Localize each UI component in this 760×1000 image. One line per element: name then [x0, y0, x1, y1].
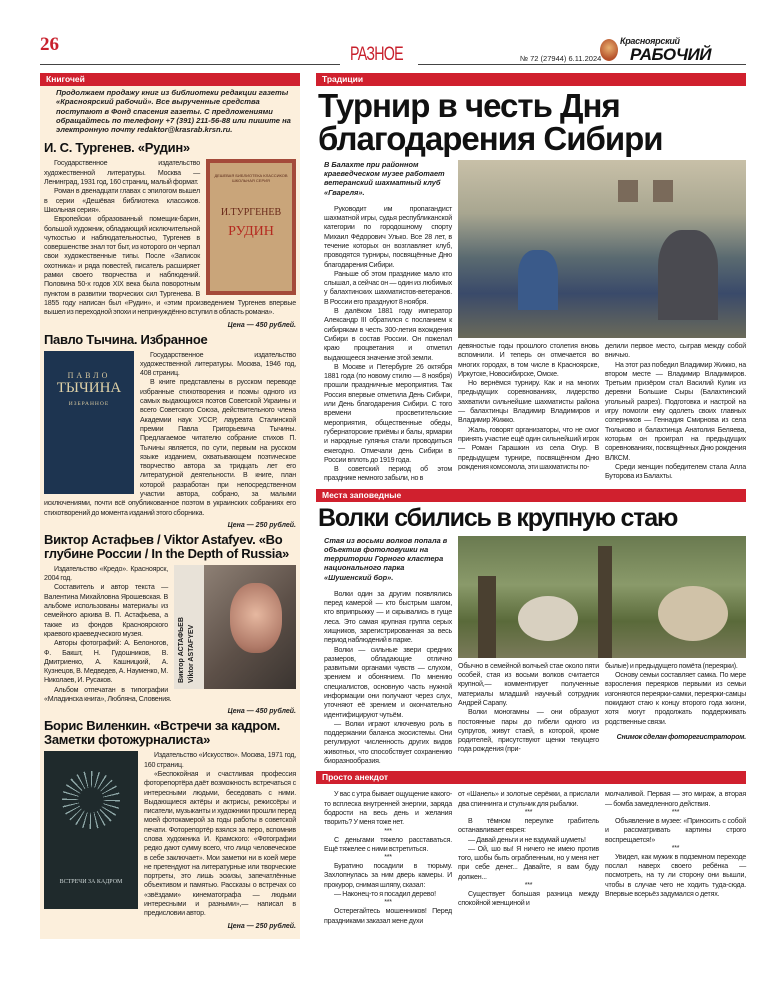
- book-listing: [44, 716, 296, 930]
- bookworm-column: [40, 73, 300, 939]
- cover-series: ПАВЛО: [67, 370, 111, 380]
- wolves-article: [316, 536, 746, 767]
- logo-line1: Красноярский: [620, 36, 680, 46]
- issue-info: № 72 (27944) 6.11.2024: [520, 54, 602, 63]
- joke: молчаливой. Первая — это мираж, а вторая — бомба замедленного действия.: [605, 790, 746, 808]
- section-bar-reserves: Места заповедные: [316, 489, 746, 502]
- rubric-title: РАЗНОЕ: [350, 44, 403, 65]
- cover-title: ИЗБРАННОЕ: [68, 400, 110, 407]
- cover-author: ТЫЧИНА: [56, 379, 122, 396]
- separator: ***: [384, 827, 392, 835]
- article-column: [605, 342, 746, 481]
- joke: В тёмном переулке грабитель останавливает еврея:: [458, 816, 599, 835]
- cover-title: РУДИН: [228, 224, 274, 240]
- paragraph: В Москве и Петербурге 26 октября 1881 года (по новому стилю — 8 ноября) прошли праздничные мероприятия. Так Россия впервые отметила День Сибири, или День благодарения Сибири. С того времени просветительские мероприятия, общественные обеды, губернаторские приёмы и балы, ярмарки и народные гулянья стали проводиться ежегодно. Отмечали день Сибири в России вплоть до 1919 года.: [324, 362, 452, 464]
- wolves-photo: [458, 536, 746, 658]
- paragraph: делили первое место, сыграв между собой вничью.: [605, 342, 746, 360]
- jokes-column: [605, 790, 746, 926]
- section-bar-bookworm: Книгочей: [40, 73, 300, 86]
- separator: ***: [671, 808, 680, 816]
- book-price: Цена — 450 рублей.: [227, 321, 296, 329]
- book-cover-turgenev: [206, 159, 296, 295]
- paragraph: Раньше об этом празднике мало кто слышал, а сейчас он — один из любимых у балахтинских шахматистов-ветеранов. В России его празднуют 8 ноября.: [324, 269, 452, 306]
- book-title: Борис Виленкин. «Встречи за кадром. Заметки фотожурналиста»: [44, 718, 280, 748]
- book-cover-astafyev: [174, 565, 296, 689]
- book-title: Павло Тычина. Избранное: [44, 331, 208, 347]
- joke: Остерегайтесь мошенников! Перед праздниками заказал жене духи: [324, 907, 452, 925]
- emblem-icon: [600, 39, 618, 61]
- paragraph: На этот раз победил Владимир Жижко, на втором месте — Владимир Владимиров. Третьим призёром стал Василий Кулик из деревни Большие Сыры (Балахтинский угольный разрез). Подготовка и настрой на игру помогли ему одолеть своих главных соперников — Геннадия Смирнова из села Тюльково и балахтинца Анатолия Беляева, которым он проиграл на предыдущих соревнованиях, посвящённых Дню рождения ВЛКСМ.: [605, 360, 746, 462]
- book-price: Цена — 450 рублей.: [227, 708, 296, 716]
- page-number: 26: [40, 34, 59, 55]
- jokes-section: [316, 784, 746, 926]
- joke: Объявление в музее: «Приносить с собой и рассматривать картины строго воспрещается!»: [605, 816, 746, 844]
- joke: Буратино посадили в тюрьму. Захлопнулась за ним дверь камеры. И прокурор, снимая шляпу, сказал:: [324, 862, 452, 889]
- book-listing: [44, 138, 296, 329]
- cover-title: ВСТРЕЧИ ЗА КАДРОМ: [59, 879, 123, 886]
- joke: Существует большая разница между спокойной женщиной и: [458, 890, 599, 908]
- article-column: [605, 662, 746, 755]
- photo-credit: Снимок сделан фоторегистратором.: [616, 733, 746, 741]
- paragraph: Роман в двенадцати главах с эпилогом вышел в серии «Дешёвая библиотека классиков. Школьная серия».: [44, 187, 200, 214]
- paragraph: Государственное издательство художественной литературы. Москва — Ленинград, 1931 год, 160 страниц, малый формат.: [44, 159, 200, 187]
- book-listing: [44, 330, 296, 530]
- right-column: [316, 73, 746, 926]
- joke: — Ой, шо вы! Я ничего не имею против того, шобы быть ограбленным, но у меня нет при себе денег... Давайте, я вам буду должен...: [458, 844, 599, 881]
- paragraph: — Волки играют ключевую роль в поддержании баланса экосистемы. Они регулируют численность других видов животных, что способствует сохранению биоразнообразия.: [324, 719, 452, 766]
- paragraph: Волки моногамны — они образуют постоянные пары до гибели одного из супругов, живут стаей, в которой, кроме родителей, присутствуют щенки текущего года рождения (при-: [458, 708, 599, 754]
- lead-tournament: В Балахте при районном краеведческом музее работает ветеранский шахматный клуб «Гвареля».: [324, 160, 445, 197]
- joke: Увидел, как мужик в подземном переходе послал наверх своего ребёнка — посмотреть, на ту ли сторону они вышли, чтобы в случае чего не ходить туда-сюда. Впервые всерьёз задумался о детях.: [605, 852, 746, 899]
- paragraph: «Беспокойная и счастливая профессия фоторепортёра даёт возможность встречаться с интересными людьми, беседовать с ними. Выдающиеся актёры и актрисы, режиссёры и писатели, музыканты и художники прошли перед моей фотокамерой за годы работы в советской печати. Фоторепортёр взялся за перо, вспомнив слова художника И. Крамского: «Фотографии редко дают сумму всего, что лицо человеческое в себе заключает». Мои заметки ни в коей мере не претендуют на литературные или творческие портреты, это лишь эскизы, запечатлённые объективом и памятью. Рассказы о встречах со «звёздами» кинематографа — людьми интересными и разными»,— написал в предисловии автор.: [144, 769, 296, 918]
- paragraph: Руководит им пропагандист шахматной игры, судья республиканской категории по городошному спорту Михаил Фёдорович Улько. Все 28 лет, в течение которых он возглавляет клуб, проводятся турниры, посвящённые Дню благодарения Сибири.: [324, 204, 452, 269]
- paragraph: Составитель и автор текста — Валентина Михайловна Ярошевская. В альбоме использованы материалы из семейного архива В. П. Астафьева, а также из фондов Красноярского краевого краеведческого музея.: [44, 583, 168, 638]
- book-title: Виктор Астафьев / Viktor Astafyev. «Во глубине России / In the Depth of Russia»: [44, 531, 289, 561]
- paragraph: Жаль, говорят организаторы, что не смог принять участие ещё один сильнейший игрок — Роман Гарашкин из села Огур. В предыдущем турнире, посвящённом Дню рождения комсомола, эти шахматисты по-: [458, 425, 599, 471]
- book-cover-vilenkin: [44, 751, 138, 909]
- paragraph: Издательство «Кредо». Красноярск, 2004 год.: [44, 564, 168, 583]
- joke: от «Шанель» и золотые серёжки, а прислали два спиннинга и стульчик для рыбалки.: [458, 790, 599, 808]
- logo-line2: РАБОЧИЙ: [630, 45, 711, 64]
- article-column: [458, 662, 599, 755]
- book-title: И. С. Тургенев. «Рудин»: [44, 140, 190, 156]
- paragraph: Но вернёмся турниру. Как и на многих предыдущих соревнованиях, лидерство захватили сильнейшие шахматисты района — балахтинцы Владимир Владимиров и Владимир Жижко.: [458, 379, 599, 425]
- paragraph: былые) и предыдущего помёта (переярки).: [605, 661, 738, 670]
- separator: ***: [384, 899, 392, 907]
- book-listing: [44, 530, 296, 716]
- paragraph: В советский период об этом празднике немного забыли, но в: [324, 465, 452, 483]
- portrait-photo: [230, 583, 282, 653]
- paragraph: Среди женщин победителем стала Алла Буторова из Балахты.: [605, 462, 746, 481]
- cover-author: И.ТУРГЕНЕВ: [220, 207, 282, 219]
- section-bar-traditions: Традиции: [316, 73, 746, 86]
- sunburst-graphic: [62, 771, 120, 829]
- book-cover-tychina: [44, 351, 134, 494]
- separator: ***: [524, 882, 533, 890]
- paragraph: девяностые годы прошлого столетия вновь вспомнили. И теперь он отмечается во многих городах, в том числе в Красноярске, Иркутске, Новосибирске, Омске.: [458, 342, 599, 378]
- header-rule-left: [40, 64, 340, 65]
- jokes-column: [458, 790, 599, 926]
- section-bar-jokes: Просто анекдот: [316, 771, 746, 784]
- book-price: Цена — 250 рублей.: [227, 922, 296, 930]
- paragraph: Основу семьи составляет самка. По мере взросления переярков первыми из семьи изгоняются переярки-самки, переярки-самцы покидают стаю к концу второго года жизни, хотя могут продолжать поддерживать родственные связи.: [605, 671, 746, 726]
- paragraph: В далёком 1881 году император Александр III обратился с посланием к сибирякам в честь 300-летия вхождения Сибири в состав России. Он пожелал краю процветания и отметил выдающееся значение этой земли.: [324, 307, 452, 362]
- bookworm-background: [40, 86, 300, 939]
- separator: ***: [384, 854, 392, 862]
- paragraph: Обычно в семейной волчьей стае около пяти особей, стая из восьми волков считается крупной,— комментирует полученные материалы младший научный сотрудник Андрей Сарапу.: [458, 661, 599, 707]
- tournament-article: [316, 160, 746, 484]
- bookworm-intro: Продолжаем продажу книг из библиотеки редакции газеты «Красноярский рабочий». Все вырученные средства поступают в Фонд спасения газеты. С предложениями обращайтесь по телефону +7 (391) 211-56-88 или пишите на электронную почту redaktor@krasrab.krsn.ru.: [56, 88, 291, 135]
- joke: У вас с утра бывает ощущение какого-то всплеска внутренней энергии, заряда бодрости на весь день и желания творить? У меня тоже нет.: [324, 790, 452, 827]
- paragraph: Альбом отпечатан в типографии «Младинска книга», Любляна, Словения.: [44, 685, 172, 704]
- article-column: [324, 590, 452, 767]
- article-column: [458, 342, 599, 481]
- paragraph: Авторы фотографий: А. Белоногов, Ф. Бакшт, Н. Гудошников, В. Дмитриенко, А. Кашницкий, А. Кузнецов, В. Медведев, А. Науменко, М. Николаев, И. Русаков.: [44, 639, 168, 685]
- newspaper-logo: [600, 36, 748, 64]
- paragraph: Волки — сильные звери средних размеров, обладающие отлично развитыми органами чувств — слухом, зрением и обонянием. По мнению специалистов, основную часть нужной информации они получают через слух, уточняют её зрением и окончательно идентифицируют чутьём.: [324, 645, 452, 719]
- paragraph: Европейски образованный помещик-барин, большой художник, обладающий исключительной чуткостью и наблюдательностью, Тургенев в совершенстве знал тот быт, из которого он черпал свои художественные типы. После «Записок охотника» и ряда повестей, писатель расширяет рамки своего творчества и наблюдений. Половина 50-х годов XIX века была поворотным пунктом в развитии творческих сил Тургенева. В 1855 году написан был «Рудин», и «этим произведением Тургенев впервые вышел из переходной эпохи и непринуждённо вступил в область романа».: [44, 215, 296, 317]
- paragraph: В книге представлены в русском переводе избранные стихотворения и поэмы одного из самых выдающихся поэтов Советской Украины и всего Советского Союза, действительного члена Академии наук УССР, лауреата Сталинской премии Павла Григорьевича Тычины. Предлагаемое читателю собрание стихов П. Тычины является, по сути, первым на русском языке изданием, охватывающем поэтическое творчество автора за тридцать лет его литературной деятельности. В книге, план которой разработан при непосредственном участии автора, собрано, за малыми исключениями, почти всё опубликованное поэтом в украинских собраниях его стихотворений до момента изданий этого сборника.: [44, 378, 296, 517]
- chess-players-photo: [458, 160, 746, 338]
- headline-wolves: Волки сбились в крупную стаю: [318, 503, 678, 532]
- book-price: Цена — 250 рублей.: [227, 521, 296, 529]
- cover-series: ДЕШЕВАЯ БИБЛИОТЕКА КЛАССИКОВ ШКОЛЬНАЯ СЕРИЯ: [214, 173, 288, 184]
- cover-author: Виктор АСТАФЬЕВ: [178, 616, 185, 683]
- lead-wolves: Стая из восьми волков попала в объектив фотоловушки на территории Горного кластера национального парка «Шушенский бор».: [324, 535, 448, 582]
- joke: — Давай деньги и не вздумай шуметь!: [468, 835, 586, 844]
- paragraph: Волки один за другим появлялись перед камерой — кто быстрым шагом, кто вприпрыжку — и скрывались в гуще леса. Это самая крупная группа серых хищников, зарегистрированная за весь период наблюдений в парке.: [324, 589, 452, 645]
- cover-title: Viktor ASTAFYEV: [188, 624, 195, 683]
- headline-tournament: Турнир в честь Дня благодарения Сибири: [318, 87, 663, 157]
- separator: ***: [671, 844, 680, 852]
- jokes-column: [324, 790, 452, 926]
- joke: — Наконец-то я посадил дерево!: [334, 890, 436, 899]
- article-column: [324, 205, 452, 484]
- joke: С деньгами тяжело расставаться. Ещё тяжелее с ними встретиться.: [324, 835, 452, 853]
- paragraph: Государственное издательство художественной литературы. Москва, 1946 год, 408 страниц.: [140, 350, 296, 378]
- paragraph: Издательство «Искусство». Москва, 1971 год, 160 страниц.: [144, 751, 296, 769]
- separator: ***: [524, 808, 533, 816]
